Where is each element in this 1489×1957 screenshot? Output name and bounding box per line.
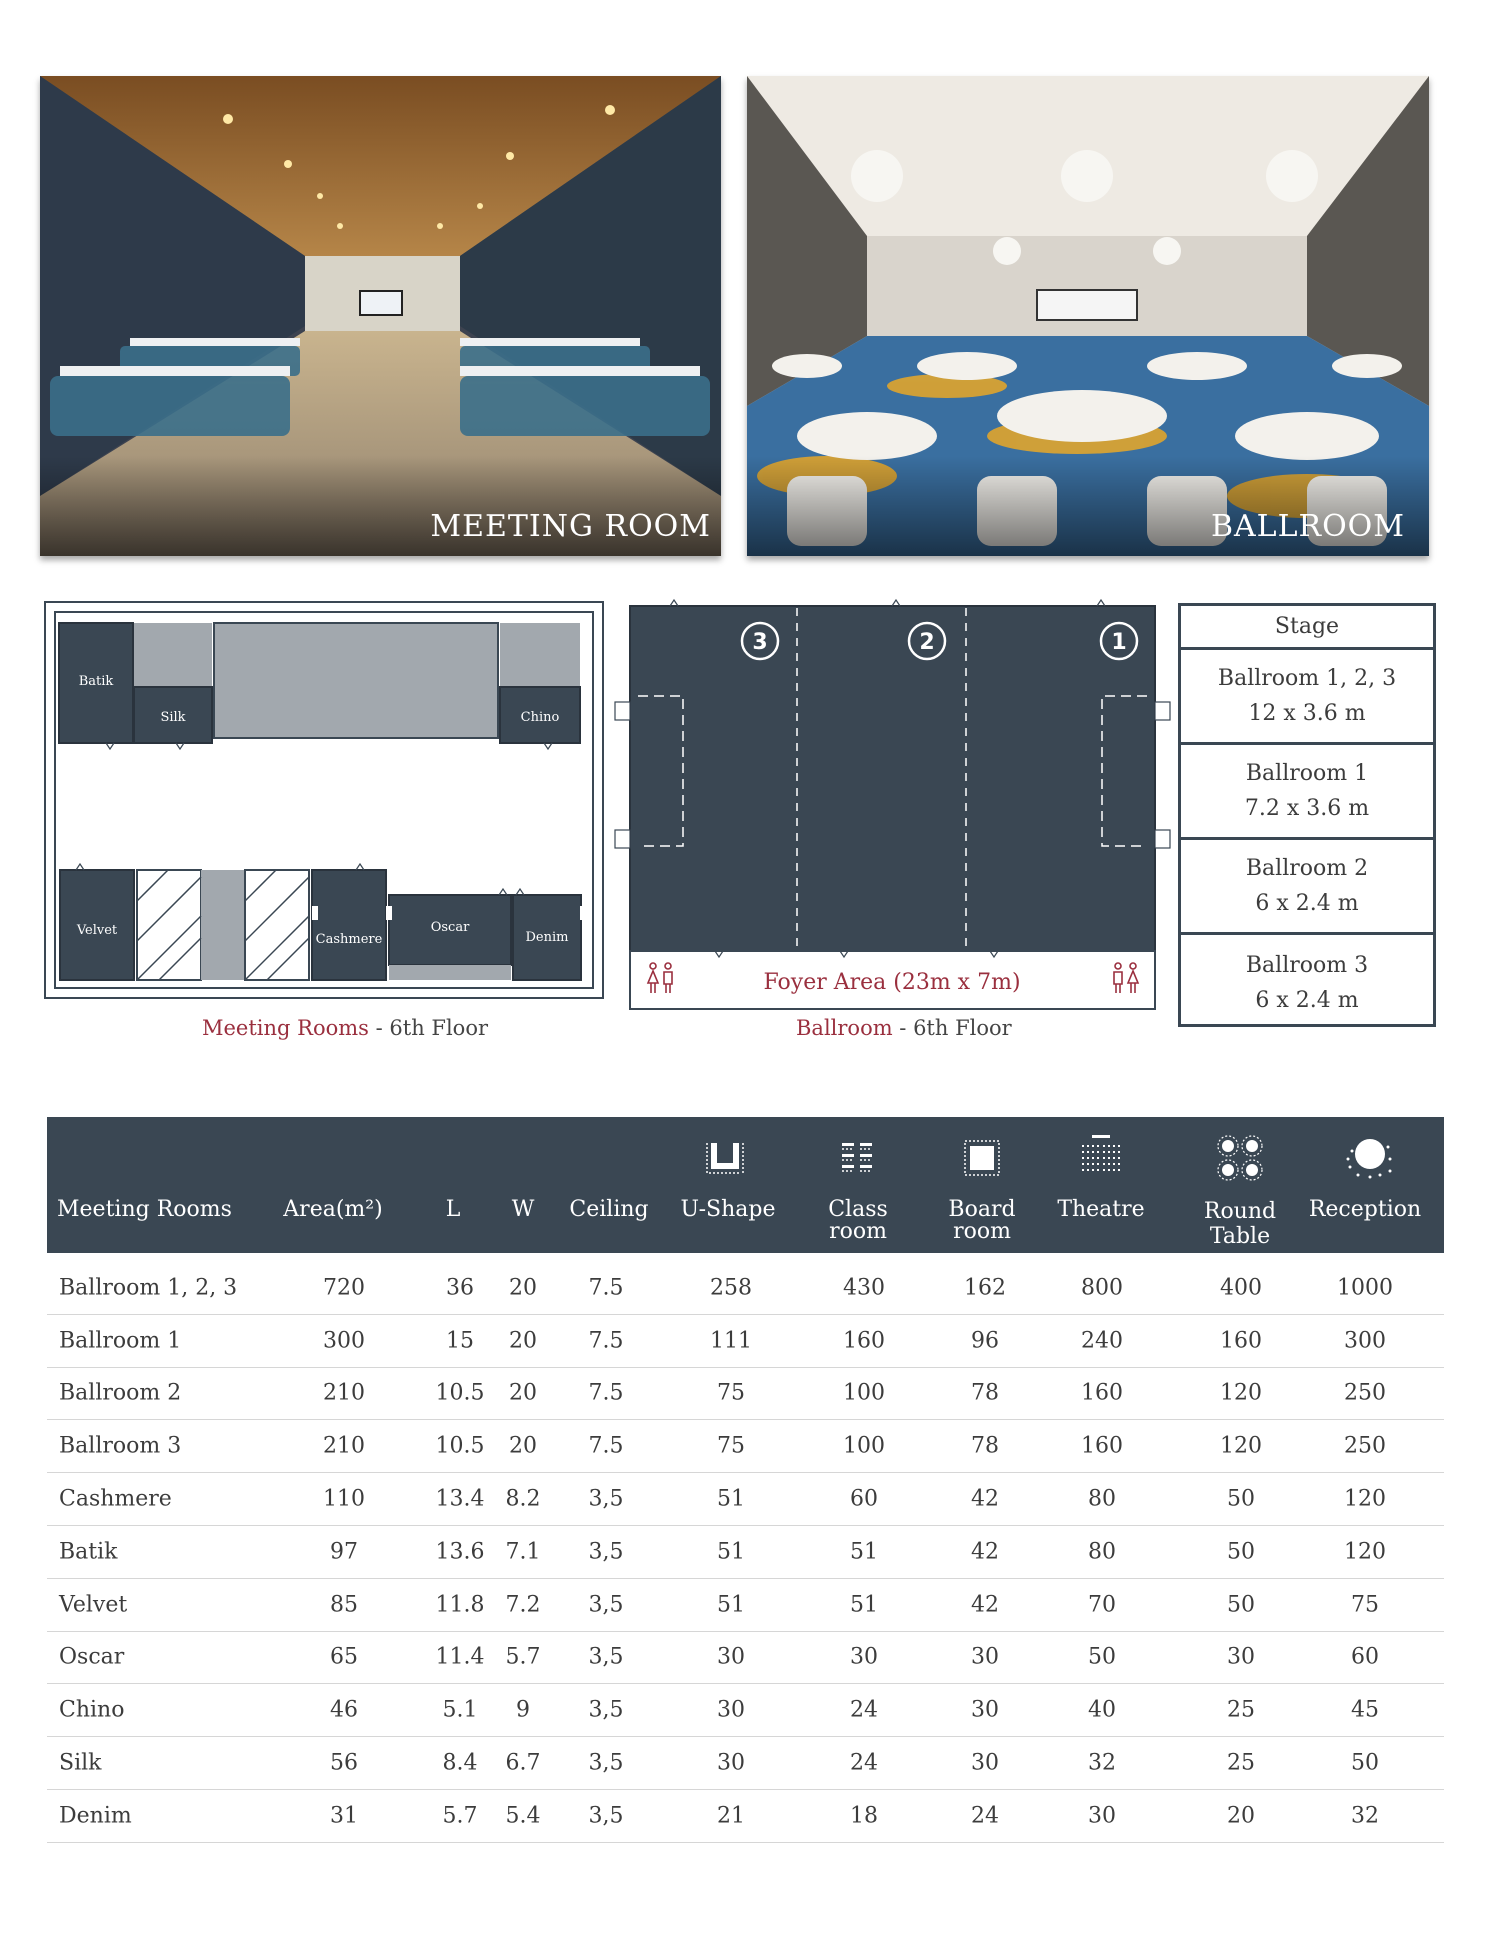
stage-table — [1178, 603, 1436, 1027]
cell-u-shape: 258 — [710, 1275, 752, 1301]
cell-reception: 120 — [1344, 1486, 1386, 1512]
header-round-table-line1: Round — [1203, 1199, 1277, 1224]
classroom-icon — [840, 1139, 876, 1175]
header-round-table — [1190, 1199, 1290, 1249]
cell-reception: 120 — [1344, 1539, 1386, 1565]
cell-classroom: 24 — [850, 1697, 878, 1723]
cell-area: 46 — [330, 1697, 358, 1723]
table-row — [47, 1473, 1444, 1526]
cell-classroom: 160 — [843, 1328, 885, 1354]
cell-room-name: Ballroom 3 — [59, 1433, 182, 1459]
meeting-room-illustration — [40, 76, 721, 556]
header-boardroom — [932, 1199, 1032, 1243]
capacity-table-body — [47, 1262, 1444, 1843]
cell-area: 210 — [323, 1380, 365, 1406]
cell-u-shape: 75 — [717, 1380, 745, 1406]
cell-width: 9 — [516, 1697, 530, 1723]
cell-classroom: 60 — [850, 1486, 878, 1512]
cell-u-shape: 51 — [717, 1592, 745, 1618]
table-row — [47, 1684, 1444, 1737]
cell-u-shape: 111 — [710, 1328, 752, 1354]
cell-room-name: Ballroom 1, 2, 3 — [59, 1275, 238, 1301]
stage-item-name: Ballroom 3 — [1245, 952, 1369, 978]
cell-reception: 32 — [1351, 1803, 1379, 1829]
ballroom-plan-caption-highlight: Ballroom — [796, 1016, 893, 1040]
cell-width: 7.2 — [505, 1592, 541, 1618]
cell-theatre: 70 — [1088, 1592, 1116, 1618]
cell-boardroom: 78 — [971, 1380, 999, 1406]
meeting-plan-caption — [202, 1016, 488, 1040]
cell-boardroom: 42 — [971, 1539, 999, 1565]
stage-item — [1181, 745, 1433, 840]
cell-round-table: 25 — [1227, 1697, 1255, 1723]
cell-theatre: 240 — [1081, 1328, 1123, 1354]
cell-classroom: 18 — [850, 1803, 878, 1829]
header-ceiling: Ceiling — [569, 1197, 649, 1222]
cell-boardroom: 30 — [971, 1697, 999, 1723]
cell-area: 65 — [330, 1644, 358, 1670]
stage-item-size: 7.2 x 3.6 m — [1244, 796, 1370, 821]
cell-room-name: Velvet — [59, 1592, 128, 1618]
cell-classroom: 100 — [843, 1433, 885, 1459]
room-label-oscar: Oscar — [430, 920, 470, 935]
cell-width: 6.7 — [505, 1750, 541, 1776]
cell-boardroom: 30 — [971, 1644, 999, 1670]
cell-boardroom: 96 — [971, 1328, 999, 1354]
cell-room-name: Oscar — [59, 1644, 125, 1670]
room-label-denim: Denim — [525, 930, 569, 945]
room-label-silk: Silk — [160, 710, 186, 725]
cell-u-shape: 75 — [717, 1433, 745, 1459]
cell-width: 7.1 — [505, 1539, 541, 1565]
cell-width: 5.4 — [505, 1803, 541, 1829]
cell-width: 20 — [509, 1275, 537, 1301]
theatre-icon — [1080, 1135, 1122, 1177]
foyer-label: Foyer Area (23m x 7m) — [763, 970, 1021, 995]
stage-item-name: Ballroom 1, 2, 3 — [1217, 666, 1397, 691]
cell-area: 720 — [323, 1275, 365, 1301]
cell-theatre: 160 — [1081, 1433, 1123, 1459]
cell-theatre: 40 — [1088, 1697, 1116, 1723]
cell-ceiling: 3,5 — [588, 1803, 624, 1829]
ballroom-caption: BALLROOM — [1210, 509, 1405, 544]
cell-u-shape: 30 — [717, 1697, 745, 1723]
cell-round-table: 120 — [1220, 1380, 1262, 1406]
cell-round-table: 50 — [1227, 1539, 1255, 1565]
cell-ceiling: 3,5 — [588, 1750, 624, 1776]
cell-boardroom: 42 — [971, 1592, 999, 1618]
header-classroom — [808, 1199, 908, 1243]
meeting-plan-caption-rest: - 6th Floor — [368, 1016, 489, 1040]
meeting-plan-caption-highlight: Meeting Rooms — [202, 1016, 369, 1040]
cell-length: 8.4 — [442, 1750, 478, 1776]
cell-reception: 300 — [1344, 1328, 1386, 1354]
ballroom-section-2: 2 — [919, 630, 935, 655]
header-round-table-line2: Table — [1209, 1224, 1271, 1249]
cell-length: 5.1 — [442, 1697, 478, 1723]
cell-ceiling: 3,5 — [588, 1644, 624, 1670]
header-width: W — [511, 1197, 535, 1222]
cell-area: 97 — [330, 1539, 358, 1565]
header-theatre: Theatre — [1057, 1197, 1145, 1222]
cell-area: 300 — [323, 1328, 365, 1354]
cell-length: 10.5 — [435, 1433, 485, 1459]
table-row — [47, 1315, 1444, 1368]
cell-theatre: 32 — [1088, 1750, 1116, 1776]
cell-room-name: Cashmere — [59, 1486, 172, 1512]
ballroom-illustration — [747, 76, 1429, 556]
cell-round-table: 25 — [1227, 1750, 1255, 1776]
table-row — [47, 1262, 1444, 1315]
header-length: L — [445, 1197, 461, 1222]
round-table-icon — [1215, 1133, 1265, 1183]
cell-round-table: 50 — [1227, 1592, 1255, 1618]
cell-area: 31 — [330, 1803, 358, 1829]
header-boardroom-line1: Board — [948, 1197, 1016, 1222]
stage-item-size: 6 x 2.4 m — [1255, 891, 1359, 916]
cell-round-table: 50 — [1227, 1486, 1255, 1512]
stage-item-name: Ballroom 1 — [1245, 761, 1369, 786]
cell-reception: 75 — [1351, 1592, 1379, 1618]
table-row — [47, 1579, 1444, 1632]
cell-ceiling: 3,5 — [588, 1697, 624, 1723]
cell-area: 85 — [330, 1592, 358, 1618]
cell-length: 5.7 — [442, 1803, 478, 1829]
cell-length: 11.4 — [435, 1644, 485, 1670]
cell-round-table: 20 — [1227, 1803, 1255, 1829]
cell-width: 20 — [509, 1380, 537, 1406]
room-label-cashmere: Cashmere — [315, 932, 383, 947]
table-row — [47, 1368, 1444, 1421]
table-row — [47, 1526, 1444, 1579]
header-boardroom-line2: room — [953, 1219, 1011, 1244]
cell-reception: 250 — [1344, 1380, 1386, 1406]
cell-reception: 60 — [1351, 1644, 1379, 1670]
header-meeting-rooms: Meeting Rooms — [57, 1197, 232, 1222]
ballroom-section-1: 1 — [1111, 630, 1127, 655]
cell-u-shape: 21 — [717, 1803, 745, 1829]
meeting-rooms-floor-plan — [44, 601, 604, 1001]
cell-u-shape: 30 — [717, 1644, 745, 1670]
cell-boardroom: 78 — [971, 1433, 999, 1459]
table-row — [47, 1632, 1444, 1685]
stage-item — [1181, 650, 1433, 745]
capacity-table-header — [47, 1117, 1444, 1253]
cell-u-shape: 51 — [717, 1539, 745, 1565]
cell-reception: 1000 — [1337, 1275, 1393, 1301]
cell-width: 8.2 — [505, 1486, 541, 1512]
cell-room-name: Ballroom 1 — [59, 1328, 182, 1354]
cell-area: 56 — [330, 1750, 358, 1776]
cell-room-name: Ballroom 2 — [59, 1380, 182, 1406]
cell-room-name: Chino — [59, 1697, 125, 1723]
reception-icon — [1340, 1133, 1396, 1181]
table-row — [47, 1420, 1444, 1473]
cell-theatre: 80 — [1088, 1539, 1116, 1565]
header-classroom-line1: Class — [828, 1197, 888, 1222]
cell-round-table: 30 — [1227, 1644, 1255, 1670]
cell-width: 20 — [509, 1433, 537, 1459]
ballroom-plan-caption — [796, 1016, 1012, 1040]
cell-u-shape: 30 — [717, 1750, 745, 1776]
cell-ceiling: 7.5 — [588, 1433, 624, 1459]
cell-classroom: 51 — [850, 1592, 878, 1618]
room-label-chino: Chino — [520, 710, 560, 725]
cell-classroom: 24 — [850, 1750, 878, 1776]
cell-ceiling: 7.5 — [588, 1275, 624, 1301]
cell-room-name: Denim — [59, 1803, 132, 1829]
u-shape-icon — [705, 1139, 745, 1175]
header-classroom-line2: room — [829, 1219, 887, 1244]
stage-item — [1181, 840, 1433, 935]
cell-reception: 45 — [1351, 1697, 1379, 1723]
ballroom-floor-plan — [610, 596, 1180, 1016]
stage-title: Stage — [1181, 606, 1433, 650]
room-label-batik: Batik — [78, 674, 114, 689]
cell-length: 13.6 — [435, 1539, 485, 1565]
cell-width: 20 — [509, 1328, 537, 1354]
header-reception: Reception — [1308, 1197, 1422, 1222]
cell-boardroom: 162 — [964, 1275, 1006, 1301]
cell-length: 11.8 — [435, 1592, 485, 1618]
cell-classroom: 100 — [843, 1380, 885, 1406]
room-label-velvet: Velvet — [76, 923, 118, 938]
cell-ceiling: 7.5 — [588, 1328, 624, 1354]
stage-item — [1181, 935, 1433, 1030]
stage-item-size: 6 x 2.4 m — [1255, 987, 1359, 1013]
ballroom-photo — [747, 76, 1429, 556]
cell-theatre: 80 — [1088, 1486, 1116, 1512]
cell-ceiling: 3,5 — [588, 1592, 624, 1618]
cell-reception: 50 — [1351, 1750, 1379, 1776]
cell-width: 5.7 — [505, 1644, 541, 1670]
cell-theatre: 30 — [1088, 1803, 1116, 1829]
cell-area: 210 — [323, 1433, 365, 1459]
cell-length: 36 — [446, 1275, 474, 1301]
cell-theatre: 800 — [1081, 1275, 1123, 1301]
cell-round-table: 400 — [1220, 1275, 1262, 1301]
cell-classroom: 51 — [850, 1539, 878, 1565]
cell-room-name: Silk — [59, 1750, 102, 1776]
ballroom-section-3: 3 — [752, 630, 768, 655]
stage-item-size: 12 x 3.6 m — [1248, 701, 1366, 726]
stage-item-name: Ballroom 2 — [1245, 856, 1369, 881]
cell-length: 10.5 — [435, 1380, 485, 1406]
boardroom-icon — [962, 1139, 1002, 1177]
cell-classroom: 430 — [843, 1275, 885, 1301]
ballroom-plan-caption-rest: - 6th Floor — [892, 1016, 1012, 1040]
cell-boardroom: 24 — [971, 1803, 999, 1829]
cell-theatre: 160 — [1081, 1380, 1123, 1406]
header-area: Area(m²) — [283, 1197, 383, 1222]
cell-reception: 250 — [1344, 1433, 1386, 1459]
cell-ceiling: 3,5 — [588, 1539, 624, 1565]
cell-ceiling: 7.5 — [588, 1380, 624, 1406]
table-row — [47, 1737, 1444, 1790]
cell-round-table: 160 — [1220, 1328, 1262, 1354]
cell-u-shape: 51 — [717, 1486, 745, 1512]
cell-length: 15 — [446, 1328, 474, 1354]
cell-room-name: Batik — [59, 1539, 118, 1565]
meeting-room-photo — [40, 76, 721, 556]
cell-area: 110 — [323, 1486, 365, 1512]
meeting-room-caption: MEETING ROOM — [430, 509, 711, 544]
cell-theatre: 50 — [1088, 1644, 1116, 1670]
cell-length: 13.4 — [435, 1486, 485, 1512]
cell-classroom: 30 — [850, 1644, 878, 1670]
cell-boardroom: 42 — [971, 1486, 999, 1512]
cell-boardroom: 30 — [971, 1750, 999, 1776]
header-u-shape: U-Shape — [680, 1197, 776, 1222]
table-row — [47, 1790, 1444, 1843]
cell-ceiling: 3,5 — [588, 1486, 624, 1512]
cell-round-table: 120 — [1220, 1433, 1262, 1459]
